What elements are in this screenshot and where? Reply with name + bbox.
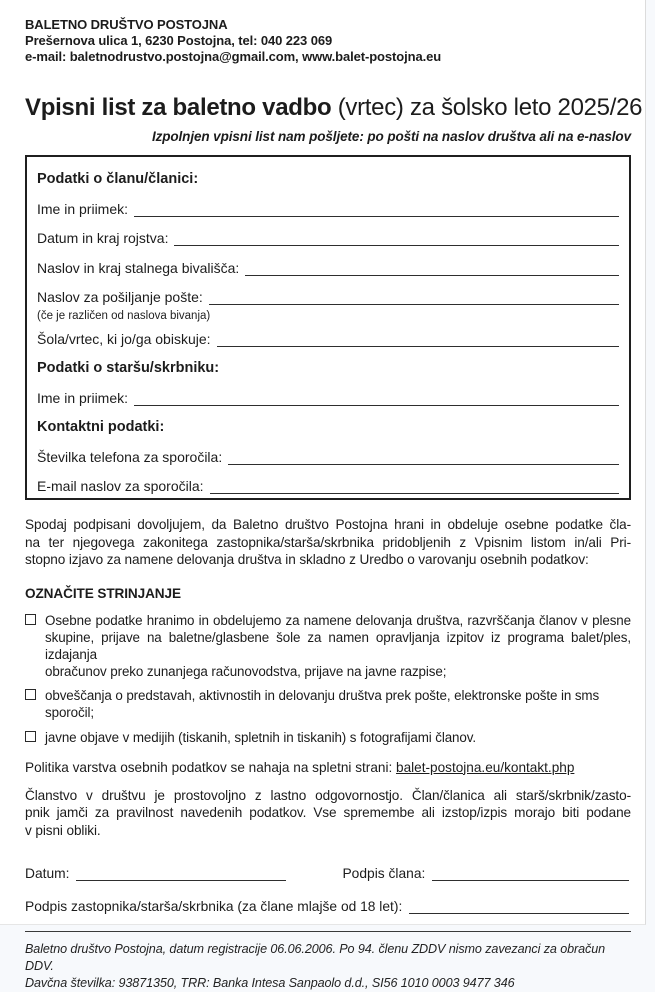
consent-item-media: javne objave v medijih (tiskanih, spletnih in tiskanih) s fotografijami članov. xyxy=(25,729,631,746)
privacy-policy-link[interactable]: balet-postojna.eu/kontakt.php xyxy=(396,759,575,775)
consent-item-processing: Osebne podatke hranimo in obdelujemo za namene delovanja društva, razvrščanja članov v plesne skupine, prijave na baletne/glasbene šole za namen opravljanja izpitov iz programa balet/ples, izdajanja obračunov preko zunanjega računovodstva, prijave na javne razpise; xyxy=(25,612,631,680)
mailing-address-input-line[interactable] xyxy=(209,303,619,305)
checkbox-processing[interactable] xyxy=(25,614,36,625)
field-mailing-address: Naslov za pošiljanje pošte: xyxy=(37,287,621,308)
date-label: Datum: xyxy=(25,866,70,881)
email-input-line[interactable] xyxy=(210,492,619,494)
org-email-web: e-mail: baletnodrustvo.postojna@gmail.com, www.balet-postojna.eu xyxy=(25,49,442,64)
section-parent-heading: Podatki o staršu/skrbniku: xyxy=(37,360,220,376)
section-member-heading: Podatki o članu/članici: xyxy=(37,171,199,187)
member-signature-line[interactable] xyxy=(432,879,629,881)
checkbox-media[interactable] xyxy=(25,731,36,742)
membership-paragraph: Članstvo v društvu je prostovoljno z lastno odgovornostjo. Član/članica ali starš/skrbnik/zasto- pnik jamči za pravilnost navedenih podatkov. Vse spremembe ali izstop/izpis morajo biti podane v pisni obliki. xyxy=(25,787,631,838)
field-member-name: Ime in priimek: xyxy=(37,199,621,220)
date-signature-row xyxy=(25,865,631,883)
phone-input-line[interactable] xyxy=(228,463,619,465)
footer-divider xyxy=(25,931,631,932)
birth-input-line[interactable] xyxy=(174,244,619,246)
field-email: E-mail naslov za sporočila: xyxy=(37,476,621,497)
member-signature-label: Podpis člana: xyxy=(342,866,426,881)
page-title xyxy=(25,94,643,122)
member-data-box xyxy=(25,155,631,500)
guardian-signature-row xyxy=(25,898,631,916)
school-input-line[interactable] xyxy=(217,345,619,347)
consent-checkbox-list xyxy=(25,612,631,746)
field-permanent-address: Naslov in kraj stalnega bivališča: xyxy=(37,258,621,279)
page-title-regular: (vrtec) za šolsko leto 2025/26 xyxy=(331,94,643,121)
guardian-signature-line[interactable] xyxy=(409,912,629,914)
page-title-bold: Vpisni list za baletno vadbo xyxy=(25,94,332,121)
permanent-address-input-line[interactable] xyxy=(245,274,619,276)
checkbox-notifications[interactable] xyxy=(25,689,36,700)
legal-footer: Baletno društvo Postojna, datum registracije 06.06.2006. Po 94. členu ZDDV nismo zavezanci za obračun DDV. Davčna številka: 93871350, TRR: Banka Intesa Sanpaolo d.d., SI56 1010 0003 9477 346 xyxy=(25,942,606,990)
parent-name-input-line[interactable] xyxy=(134,404,619,406)
consent-intro-paragraph: Spodaj podpisani dovoljujem, da Baletno društvo Postojna hrani in obdeluje osebne podatke čla- na ter njegovega zakonitega zastopnika/starša/skrbnika pridobljenih z Vpisnim listom in/ali Pri- stopno izjavo za namene delovanja društva in skladno z Uredbo o varovanju osebnih podatkov: xyxy=(25,517,631,567)
submission-instruction: Izpolnjen vpisni list nam pošljete: po pošti na naslov društva ali na e-naslov xyxy=(151,129,631,144)
field-phone: Številka telefona za sporočila: xyxy=(37,447,621,468)
field-parent-name: Ime in priimek: xyxy=(37,388,621,409)
consent-heading: OZNAČITE STRINJANJE xyxy=(25,585,181,601)
mailing-address-note: (če je različen od naslova bivanja) xyxy=(37,309,211,322)
section-contact-heading: Kontaktni podatki: xyxy=(37,419,165,435)
org-address: Prešernova ulica 1, 6230 Postojna, tel: 040 223 069 xyxy=(25,33,333,48)
privacy-policy-line: Politika varstva osebnih podatkov se nahaja na spletni strani: balet-postojna.eu/kontakt.php xyxy=(25,759,575,775)
guardian-signature-label: Podpis zastopnika/starša/skrbnika (za člane mlajše od 18 let): xyxy=(25,899,403,914)
consent-item-notifications: obveščanja o predstavah, aktivnostih in delovanju društva prek pošte, elektronske pošte in sms sporočil; xyxy=(25,687,631,721)
field-school: Šola/vrtec, ki jo/ga obiskuje: xyxy=(37,329,621,350)
member-name-input-line[interactable] xyxy=(134,215,619,217)
letterhead xyxy=(25,17,631,65)
field-birth: Datum in kraj rojstva: xyxy=(37,228,621,249)
date-input-line[interactable] xyxy=(76,879,286,881)
org-name: BALETNO DRUŠTVO POSTOJNA xyxy=(25,17,228,32)
